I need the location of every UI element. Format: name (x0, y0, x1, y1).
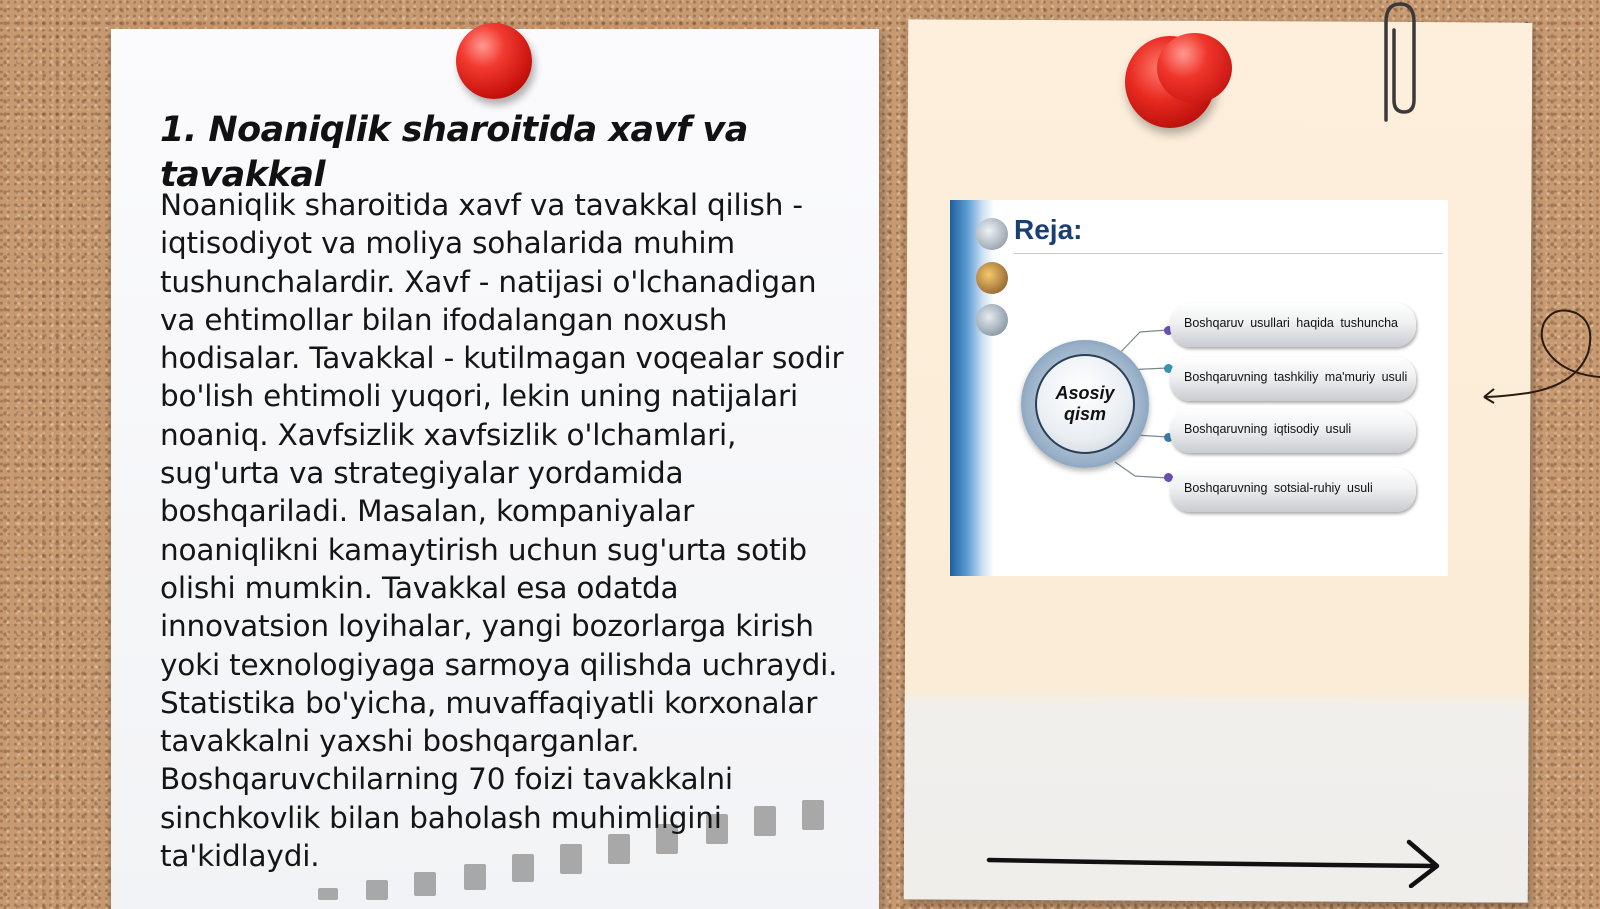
paperclip-icon (1376, 0, 1422, 125)
plan-item: Boshqaruvning iqtisodiy usuli (1170, 409, 1416, 453)
slide-thumbnail (950, 200, 1448, 576)
note-body-text: Noaniqlik sharoitida xavf va tavakkal qilish - iqtisodiyot va moliya sohalarida muhim tushunchalardir. Xavf - natijasi o'lchanadigan va ehtimollar bilan ifodalangan noxush hodisalar. Tavakkal - kutilmagan voqealar sodir bo'lish ehtimoli yuqori, lekin uning natijalari noaniq. Xavfsizlik xavfsizlik o'lchamlari, sug'urta va strategiyalar yordamida boshqariladi. Masalan, kompaniyalar noaniqlikni kamaytirish uchun sug'urta sotib olishi mumkin. Tavakkal esa odatda innovatsion loyihalar, yangi bozorlarga kirish yoki texnologiyaga sarmoya qilishda uchraydi. Statistika bo'yicha, muvaffaqiyatli korxonalar tavakkalni yaxshi boshqarganlar. Boshqaruvchilarning 70 foizi tavakkalni sinchkovlik bilan baholash muhimligini ta'kidlaydi. (160, 188, 844, 874)
hub-label: Asosiy qism (1035, 354, 1135, 454)
arrow-right-icon (985, 838, 1447, 888)
plan-item: Boshqaruv usullari haqida tushuncha (1170, 303, 1416, 347)
plan-item: Boshqaruvning tashkiliy ma'muriy usuli (1170, 357, 1416, 401)
slide-title: Reja: (1014, 214, 1083, 245)
plan-item: Boshqaruvning sotsial-ruhiy usuli (1170, 468, 1416, 512)
doodle-arrow-decoration (1478, 305, 1600, 405)
pushpin-highlight (1157, 33, 1232, 103)
note-heading: 1. Noaniqlik sharoitida xavf va tavakkal (160, 110, 748, 195)
pushpin-icon (456, 23, 532, 99)
